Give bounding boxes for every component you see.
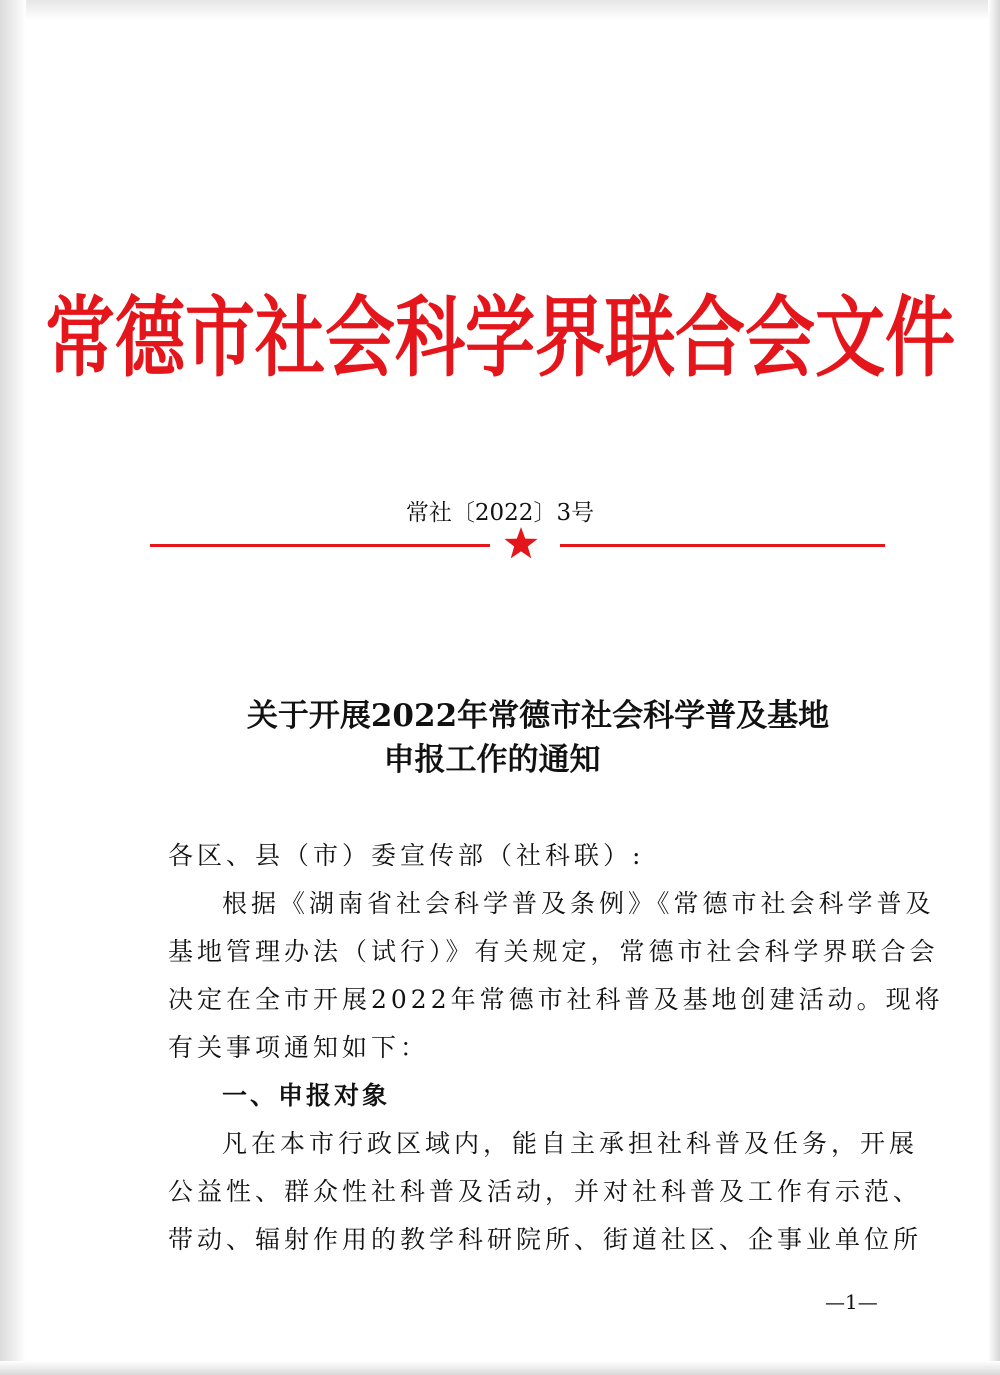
red-divider-left	[150, 544, 490, 547]
intro-line: 基地管理办法（试行）》有关规定，常德市社会科学界联合会	[168, 937, 939, 966]
page-number: —1—	[825, 1290, 878, 1314]
notice-title-line1: 关于开展2022年常德市社会科学普及基地	[246, 698, 830, 734]
org-title: 常德市社会科学界联合会文件	[45, 285, 955, 390]
scan-edge-right	[988, 0, 1000, 1375]
document-number: 常社〔2022〕3号	[405, 500, 595, 526]
section-line: 凡在本市行政区域内，能自主承担社科普及任务，开展	[222, 1129, 919, 1158]
scan-edge-bottom	[0, 1361, 1000, 1375]
intro-line: 决定在全市开展2022年常德市社科普及基地创建活动。现将	[168, 985, 944, 1014]
scan-edge-top	[0, 0, 1000, 20]
scan-edge-left	[0, 0, 26, 1375]
section-heading: 一、申报对象	[222, 1081, 391, 1110]
star-icon	[503, 525, 539, 561]
notice-title-line2: 申报工作的通知	[383, 742, 601, 778]
intro-line: 有关事项通知如下：	[168, 1033, 430, 1062]
red-divider-right	[560, 544, 885, 547]
salutation: 各区、县（市）委宣传部（社科联）:	[168, 841, 645, 870]
section-line: 公益性、群众性社科普及活动，并对社科普及工作有示范、	[168, 1177, 923, 1206]
section-line: 带动、辐射作用的教学科研院所、街道社区、企事业单位所	[168, 1225, 923, 1254]
intro-line: 根据《湖南省社会科学普及条例》《常德市社会科学普及	[222, 889, 935, 918]
